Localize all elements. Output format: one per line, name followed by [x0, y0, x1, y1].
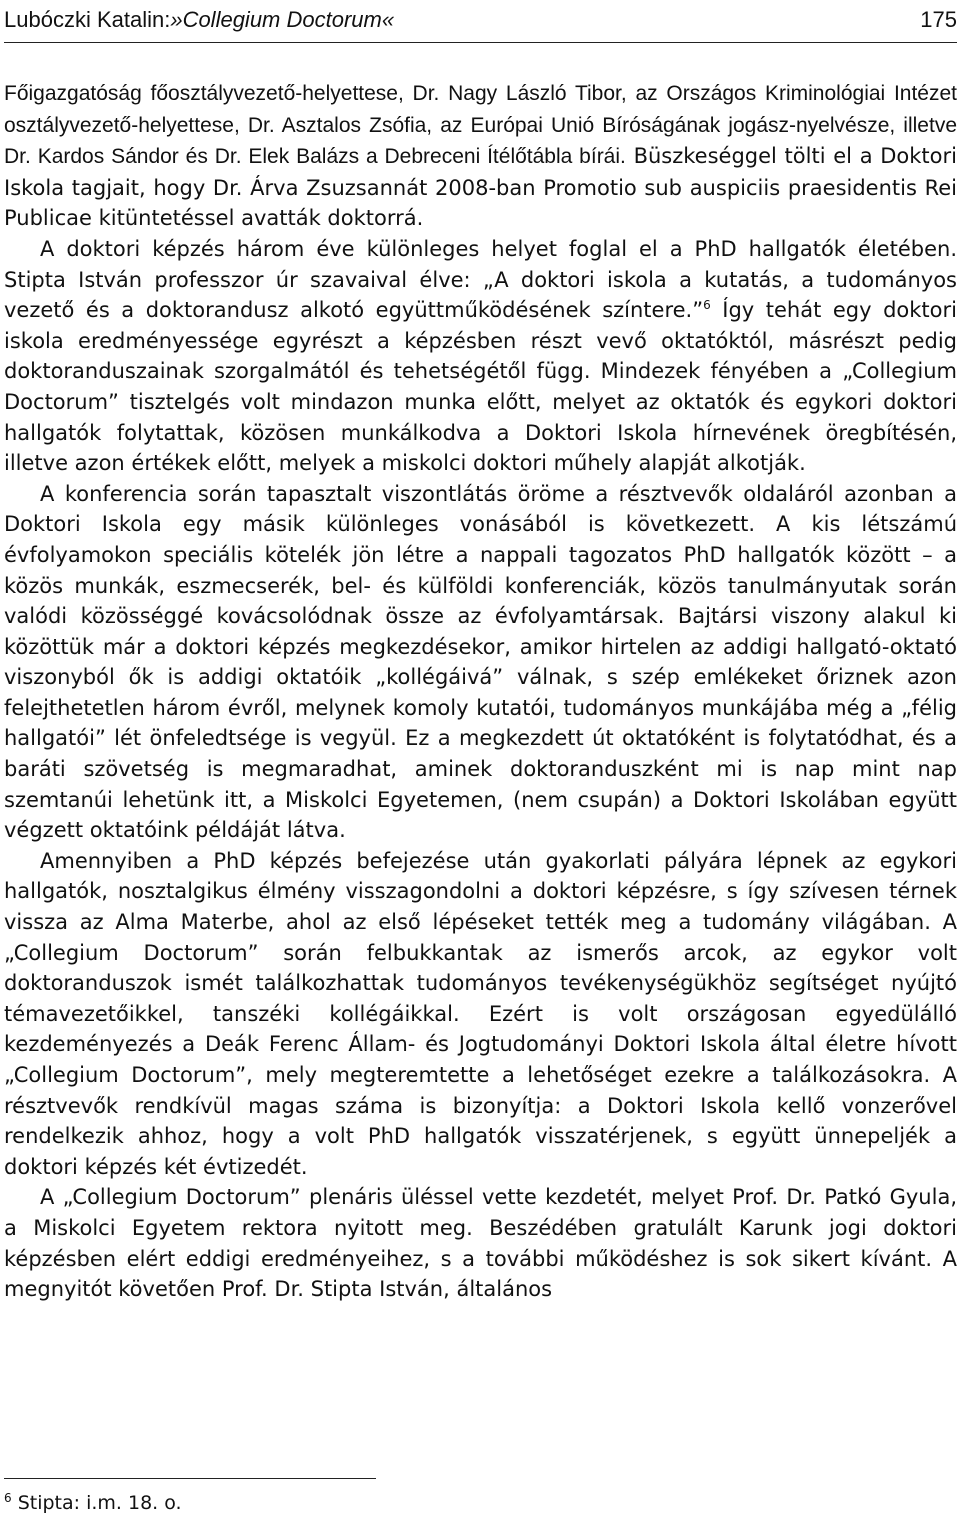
paragraph-1-part-b: Büszkeséggel tölti el a Doktori Iskola tagjait, hogy Dr. Árva Zsuzsannát 2008-ban Promotio sub auspiciis praesidentis Rei Publicae kitüntetéssel avatták doktorrá.: [4, 144, 957, 231]
page-number: 175: [920, 7, 957, 32]
footnote-number: 6: [4, 1491, 12, 1505]
paragraph-5: A „Collegium Doctorum” plenáris üléssel vette kezdetét, melyet Prof. Dr. Patkó Gyula, a Miskolci Egyetem rektora nyitott meg. Beszédében gratulált Karunk jogi doktori képzésben elért eddigi eredményeihez, s a további működéshez is sok sikert kívánt. A megnyitót követően Prof. Dr. Stipta István, általános: [4, 1185, 957, 1302]
footnote-ref: 6: [703, 298, 711, 313]
header-rule: [4, 42, 957, 43]
paragraph-4: Amennyiben a PhD képzés befejezése után gyakorlati pályára lépnek az egykori hallgatók, nosztalgikus élmény visszagondolni a doktori képzésre, s így szívesen térnek vissza az Alma Materbe, ahol az első lépéseket tették meg a tudomány világában. A „Collegium Doctorum” során felbukkantak az ismerős arcok, az egykor volt doktoranduszok ismét találkozhattak tudományos tevékenységükhöz segítséget nyújtó témavezetőikkel, tanszéki kollégáikkal. Ezért is volt országosan egyedülálló kezdeményezés a Deák Ferenc Állam- és Jogtudományi Doktori Iskola által életre hívott „Collegium Doctorum”, mely megteremtette a lehetőséget ezekre a találkozásokra. A résztvevők rendkívül magas száma is bizonyítja: a Doktori Iskola kellő vonzerővel rendelkezik ahhoz, hogy a volt PhD hallgatók visszatérjenek, s együtt ünnepeljék a doktori képzés két évtizedét.: [4, 848, 957, 1179]
running-header: [4, 2, 957, 38]
body-text: [4, 78, 957, 1305]
footnote-text: Stipta: i.m. 18. o.: [17, 1492, 182, 1514]
paragraph-3: A konferencia során tapasztalt viszontlátás öröme a résztvevők oldaláról azonban a Doktori Iskola egy másik különleges vonásából is következett. A kis létszámú évfolyamokon speciális kötelék jön létre a nappali tagozatos PhD hallgatók között – a közös munkák, eszmecserék, bel- és külföldi konferenciák, közös tanulmányutak során valódi közösséggé kovácsolódnak össze az évfolyamtársak. Bajtársi viszony alakul ki közöttük már a doktori képzés megkezdésekor, amikor hirtelen az addigi hallgató-oktató viszonyból ők is addigi oktatóik „kollégáivá” válnak, s szép emlékeket őriznek azon felejthetetlen három évről, melynek komoly kutatói, tudományos munkájába még a „félig hallgatói” lét önfeledtsége is vegyül. Ez a megkezdett út oktatóként is folytatódhat, és a baráti szövetség is megmaradhat, aminek doktoranduszként mi is nap mint nap szemtanúi lehetünk itt, a Miskolci Egyetemen, (nem csupán) a Doktori Iskolában együtt végzett oktatóink példáját látva.: [4, 481, 957, 843]
footnote: [4, 1490, 182, 1516]
document-page: [4, 0, 957, 1522]
header-title: »Collegium Doctorum«: [170, 7, 395, 32]
paragraph-2: [4, 234, 957, 479]
paragraph-2-part-a: A doktori képzés három éve különleges helyet foglal el a PhD hallgatók életében. Stipta István professzor úr szavaival élve: „A doktori iskola a kutatás, a tudományos vezető és a doktorandusz alkotó együttműködésének színtere.”: [4, 236, 957, 323]
header-author-title: [4, 2, 394, 38]
paragraph-2-part-b: Így tehát egy doktori iskola eredményessége egyrészt a képzésben részt vevő oktatóktól, másrészt pedig doktoranduszainak szorgalmától és tehetségétől függ. Mindezek fényében a „Collegium Doctorum” tisztelgés volt mindazon munka előtt, melyet az oktatók és egykori doktori hallgatók folytattak, közösen munkálkodva a Doktori Iskola hírnevének öregbítésén, illetve azon értékek előtt, melyek a miskolci doktori műhely alapját alkotják.: [4, 298, 957, 476]
header-author: Lubóczki Katalin:: [4, 7, 171, 32]
footnote-rule: [4, 1478, 376, 1479]
paragraph-1-part-a: Főigazgatóság főosztályvezető-helyettese, Dr. Nagy László Tibor, az Országos Kriminológiai Intézet osztályvezető-helyettese, Dr. Asztalos Zsófia, az Európai Unió Bíróságának jogász-nyelvésze, illetve Dr. Kardos Sándor és Dr. Elek Balázs a Debreceni Ítélőtábla bírái.: [4, 82, 957, 169]
paragraph-1: [4, 78, 957, 234]
